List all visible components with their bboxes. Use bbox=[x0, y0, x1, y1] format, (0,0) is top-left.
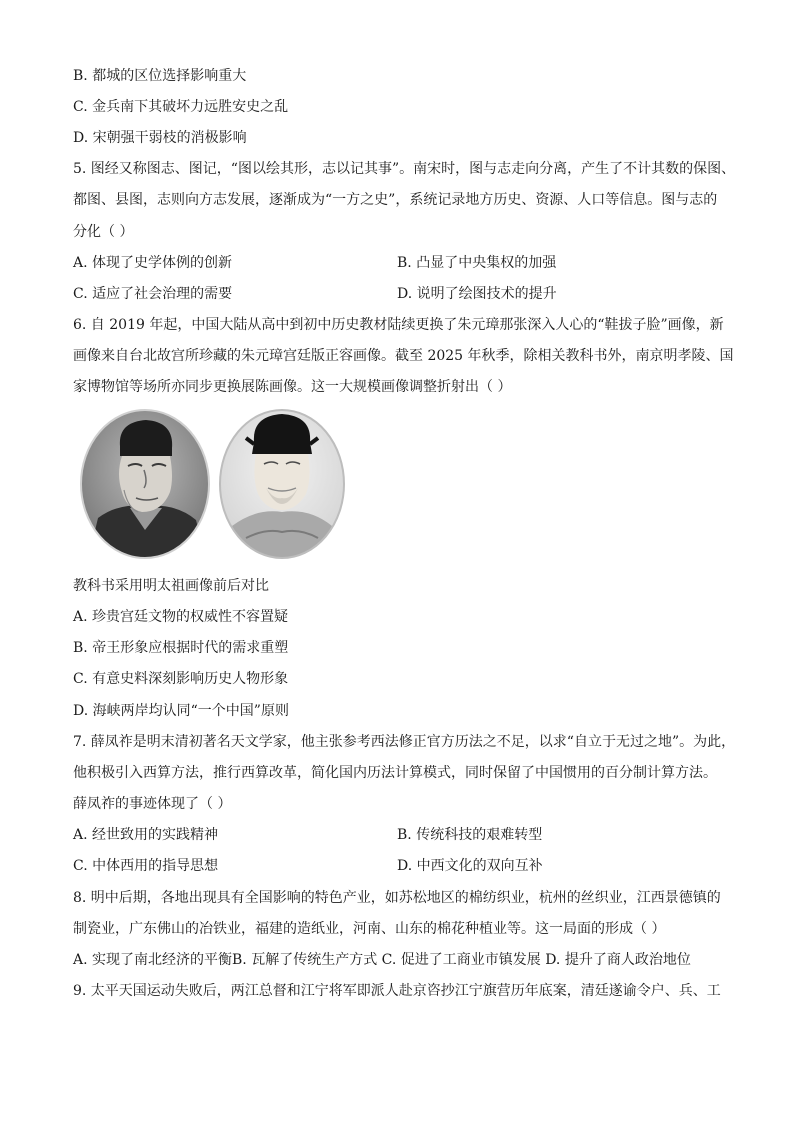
q7-options-row2 bbox=[73, 856, 725, 876]
q4-option-b: B. 都城的区位选择影响重大 bbox=[73, 68, 247, 84]
q8-options: A. 实现了南北经济的平衡B. 瓦解了传统生产方式 C. 促进了工商业市镇发展 D. 提升了商人政治地位 bbox=[73, 952, 691, 968]
portrait-caption: 教科书采用明太祖画像前后对比 bbox=[73, 578, 269, 594]
q5-option-a: A. 体现了史学体例的创新 bbox=[73, 255, 233, 271]
q8-stem-line1: 8. 明中后期，各地出现具有全国影响的特色产业，如苏松地区的棉纺织业，杭州的丝织业，江西景德镇的 bbox=[73, 890, 721, 906]
q7-stem-line2: 他积极引入西算方法，推行西算改革，简化国内历法计算模式，同时保留了中国惯用的百分制计算方法。 bbox=[73, 765, 717, 781]
q5-stem-line1: 5. 图经又称图志、图记，“图以绘其形，志以记其事”。南宋时，图与志走向分离，产生了不计其数的保图、 bbox=[73, 161, 736, 177]
q4-option-c: C. 金兵南下其破坏力远胜安史之乱 bbox=[73, 99, 289, 115]
q6-stem-line2: 画像来自台北故宫所珍藏的朱元璋宫廷版正容画像。截至 2025 年秋季，除相关教科书外，南京明孝陵、国 bbox=[73, 348, 734, 364]
q6-option-b: B. 帝王形象应根据时代的需求重塑 bbox=[73, 640, 289, 656]
q6-option-a: A. 珍贵宫廷文物的权威性不容置疑 bbox=[73, 609, 289, 625]
q7-stem-line3: 薛凤祚的事迹体现了（ ） bbox=[73, 796, 232, 812]
q5-options-row2 bbox=[73, 284, 725, 304]
q6-stem-line1: 6. 自 2019 年起，中国大陆从高中到初中历史教材陆续更换了朱元璋那张深入人心的“鞋拔子脸”画像，新 bbox=[73, 317, 724, 333]
new-portrait-image bbox=[216, 408, 348, 560]
q5-options-row1 bbox=[73, 253, 725, 273]
q8-stem-line2: 制瓷业，广东佛山的冶铁业，福建的造纸业，河南、山东的棉花种植业等。这一局面的形成（ ） bbox=[73, 921, 666, 937]
q5-option-b: B. 凸显了中央集权的加强 bbox=[397, 255, 557, 271]
q9-stem-line1: 9. 太平天国运动失败后，两江总督和江宁将军即派人赴京咨抄江宁旗营历年底案，清廷遂谕令户、兵、工 bbox=[73, 983, 721, 999]
q6-stem-line3: 家博物馆等场所亦同步更换展陈画像。这一大规模画像调整折射出（ ） bbox=[73, 379, 512, 395]
q5-stem-line3: 分化（ ） bbox=[73, 224, 134, 240]
q5-stem-line2: 都图、县图，志则向方志发展，逐渐成为“一方之史”，系统记录地方历史、资源、人口等信息。图与志的 bbox=[73, 192, 718, 208]
q7-option-d: D. 中西文化的双向互补 bbox=[397, 858, 543, 874]
q7-options-row1 bbox=[73, 825, 725, 845]
q5-option-c: C. 适应了社会治理的需要 bbox=[73, 286, 233, 302]
portrait-comparison bbox=[78, 408, 348, 560]
q6-option-c: C. 有意史料深刻影响历史人物形象 bbox=[73, 671, 289, 687]
q7-option-a: A. 经世致用的实践精神 bbox=[73, 827, 219, 843]
q4-option-d: D. 宋朝强干弱枝的消极影响 bbox=[73, 130, 247, 146]
q7-stem-line1: 7. 薛凤祚是明末清初著名天文学家，他主张参考西法修正官方历法之不足，以求“自立于无过之地”。为此， bbox=[73, 734, 736, 750]
q7-option-b: B. 传统科技的艰难转型 bbox=[397, 827, 543, 843]
q7-option-c: C. 中体西用的指导思想 bbox=[73, 858, 219, 874]
old-portrait-image bbox=[78, 408, 212, 560]
q6-option-d: D. 海峡两岸均认同“一个中国”原则 bbox=[73, 703, 289, 719]
q5-option-d: D. 说明了绘图技术的提升 bbox=[397, 286, 557, 302]
